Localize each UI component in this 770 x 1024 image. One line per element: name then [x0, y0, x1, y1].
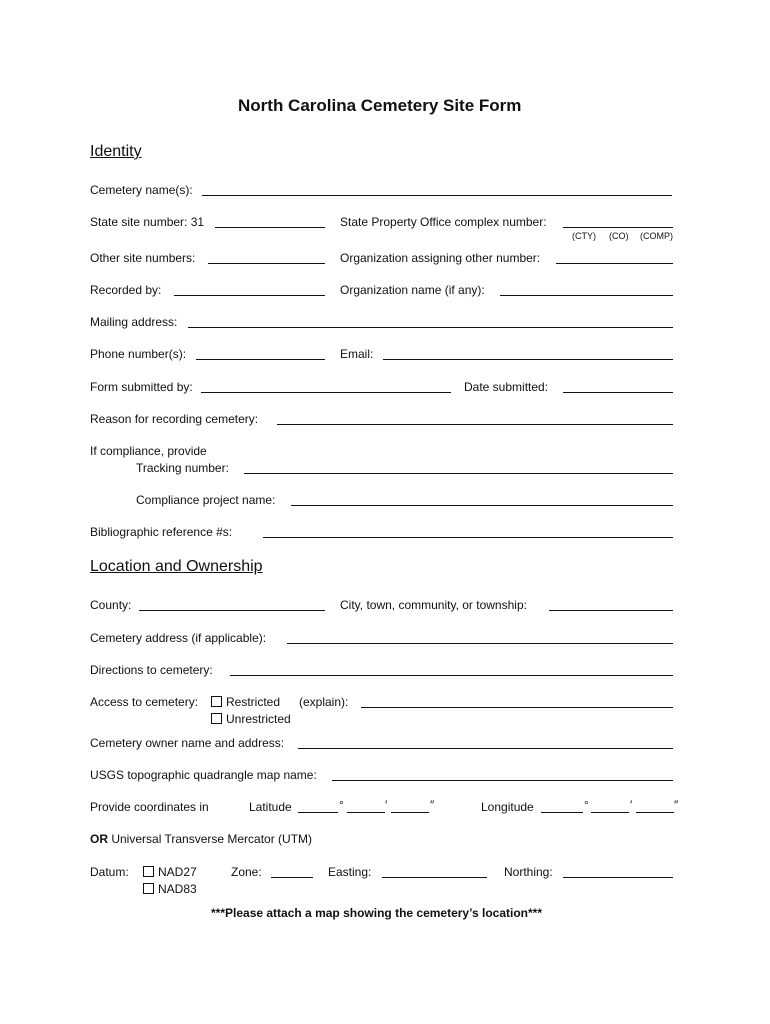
state-property-field[interactable]: [563, 227, 673, 228]
northing-field[interactable]: [563, 877, 673, 878]
city-field[interactable]: [549, 610, 673, 611]
usgs-field[interactable]: [332, 780, 673, 781]
tracking-number-label: Tracking number:: [136, 461, 229, 475]
nad83-option[interactable]: [143, 882, 197, 896]
county-field[interactable]: [139, 610, 325, 611]
org-assigning-field[interactable]: [556, 263, 673, 264]
latitude-deg-symbol: °: [339, 798, 344, 812]
form-submitted-by-field[interactable]: [201, 392, 451, 393]
comp-sublabel: (COMP): [640, 231, 673, 241]
reason-field[interactable]: [277, 424, 673, 425]
latitude-degrees-field[interactable]: [298, 812, 338, 813]
longitude-seconds-field[interactable]: [636, 812, 674, 813]
section-identity-heading: Identity: [90, 143, 142, 160]
nad27-option[interactable]: [143, 865, 197, 879]
mailing-address-label: Mailing address:: [90, 315, 178, 329]
form-submitted-by-label: Form submitted by:: [90, 380, 193, 394]
cemetery-names-label: Cemetery name(s):: [90, 183, 193, 197]
phone-field[interactable]: [196, 359, 325, 360]
access-label: Access to cemetery:: [90, 695, 199, 709]
or-label: OR: [90, 832, 108, 846]
unrestricted-checkbox[interactable]: [211, 713, 222, 724]
datum-label: Datum:: [90, 865, 129, 879]
other-site-numbers-label: Other site numbers:: [90, 251, 196, 265]
bibliographic-label: Bibliographic reference #s:: [90, 525, 233, 539]
explain-field[interactable]: [361, 707, 673, 708]
unrestricted-option[interactable]: [211, 712, 291, 726]
owner-field[interactable]: [298, 748, 673, 749]
cemetery-address-label: Cemetery address (if applicable):: [90, 631, 267, 645]
recorded-by-label: Recorded by:: [90, 283, 162, 297]
latitude-seconds-field[interactable]: [391, 812, 429, 813]
org-name-label: Organization name (if any):: [340, 283, 485, 297]
recorded-by-field[interactable]: [174, 295, 325, 296]
longitude-sec-symbol: ″: [674, 798, 679, 812]
compliance-project-label: Compliance project name:: [136, 493, 276, 507]
zone-field[interactable]: [271, 877, 313, 878]
state-site-number-field[interactable]: [215, 227, 325, 228]
if-compliance-label: If compliance, provide: [90, 444, 207, 458]
section-location-heading: Location and Ownership: [90, 558, 263, 575]
latitude-label: Latitude: [249, 800, 292, 814]
latitude-minutes-field[interactable]: [347, 812, 385, 813]
state-property-label: State Property Office complex number:: [340, 215, 547, 229]
org-name-field[interactable]: [500, 295, 673, 296]
city-label: City, town, community, or township:: [340, 598, 527, 612]
utm-label: Universal Transverse Mercator (UTM): [111, 832, 313, 846]
date-submitted-label: Date submitted:: [464, 380, 549, 394]
utm-line: [90, 832, 312, 846]
nad83-checkbox[interactable]: [143, 883, 154, 894]
cemetery-address-field[interactable]: [287, 643, 673, 644]
northing-label: Northing:: [504, 865, 553, 879]
unrestricted-label: Unrestricted: [226, 712, 291, 726]
nad27-checkbox[interactable]: [143, 866, 154, 877]
longitude-label: Longitude: [481, 800, 534, 814]
attach-map-note: ***Please attach a map showing the cemetery’s location***: [211, 906, 543, 920]
explain-label: (explain):: [299, 695, 349, 709]
directions-label: Directions to cemetery:: [90, 663, 213, 677]
zone-label: Zone:: [231, 865, 262, 879]
state-site-number-label: State site number: 31: [90, 215, 205, 229]
email-field[interactable]: [383, 359, 673, 360]
email-label: Email:: [340, 347, 374, 361]
easting-field[interactable]: [382, 877, 487, 878]
co-sublabel: (CO): [609, 231, 629, 241]
compliance-project-field[interactable]: [291, 505, 673, 506]
date-submitted-field[interactable]: [563, 392, 673, 393]
longitude-min-symbol: ′: [630, 798, 633, 812]
restricted-label: Restricted: [226, 695, 281, 709]
easting-label: Easting:: [328, 865, 372, 879]
nad83-label: NAD83: [158, 882, 197, 896]
latitude-sec-symbol: ″: [430, 798, 435, 812]
latitude-min-symbol: ′: [385, 798, 388, 812]
org-assigning-label: Organization assigning other number:: [340, 251, 541, 265]
cemetery-names-field[interactable]: [202, 195, 672, 196]
owner-label: Cemetery owner name and address:: [90, 736, 285, 750]
mailing-address-field[interactable]: [188, 327, 673, 328]
other-site-numbers-field[interactable]: [208, 263, 325, 264]
restricted-checkbox[interactable]: [211, 696, 222, 707]
coords-label: Provide coordinates in: [90, 800, 209, 814]
usgs-label: USGS topographic quadrangle map name:: [90, 768, 317, 782]
bibliographic-field[interactable]: [263, 537, 673, 538]
reason-label: Reason for recording cemetery:: [90, 412, 259, 426]
directions-field[interactable]: [230, 675, 673, 676]
county-label: County:: [90, 598, 132, 612]
page-title: North Carolina Cemetery Site Form: [238, 96, 522, 115]
tracking-number-field[interactable]: [244, 473, 673, 474]
longitude-minutes-field[interactable]: [591, 812, 629, 813]
cty-sublabel: (CTY): [572, 231, 596, 241]
nad27-label: NAD27: [158, 865, 197, 879]
longitude-deg-symbol: °: [584, 798, 589, 812]
phone-label: Phone number(s):: [90, 347, 187, 361]
longitude-degrees-field[interactable]: [541, 812, 583, 813]
restricted-option[interactable]: [211, 695, 280, 709]
